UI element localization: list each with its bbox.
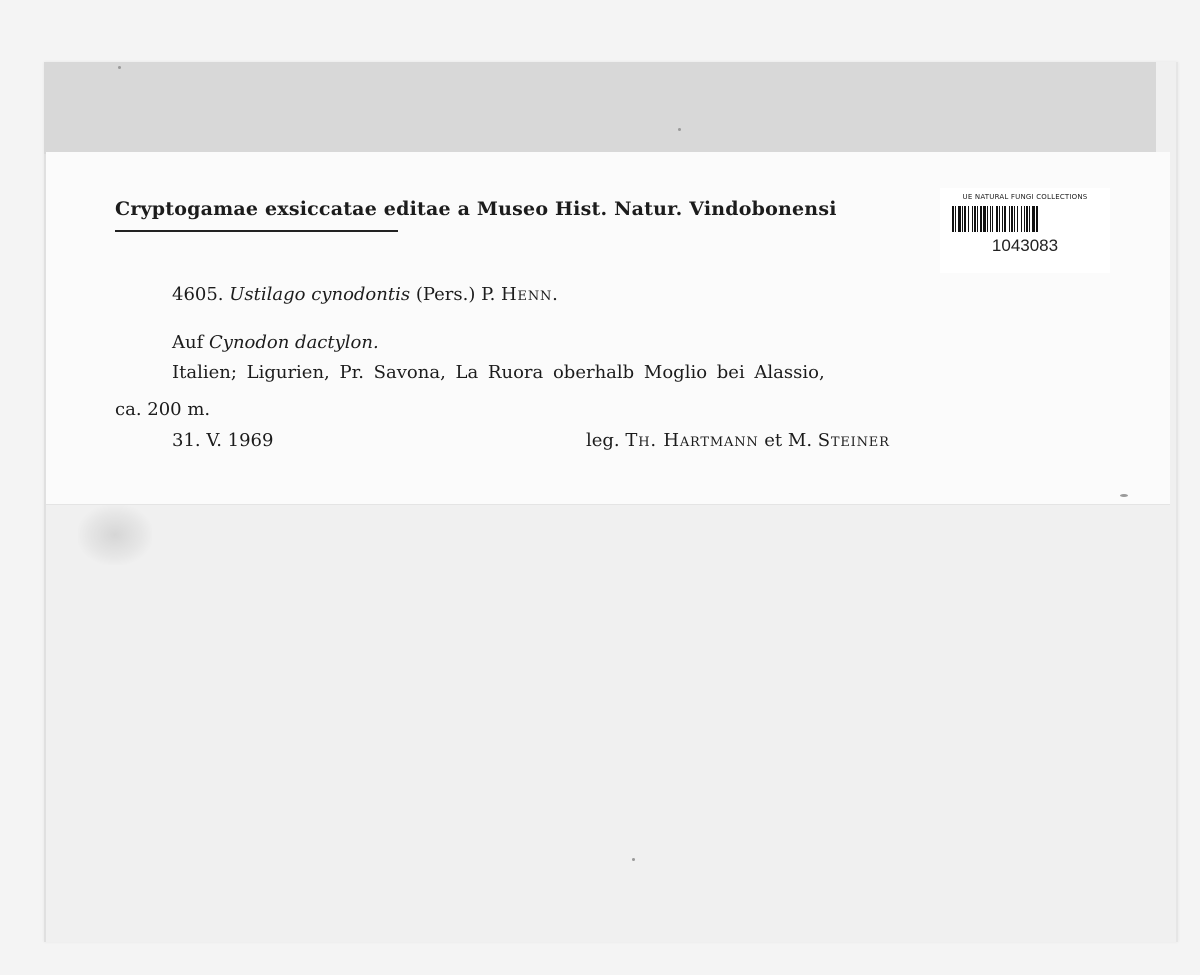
host-name: Cynodon dactylon. [209, 332, 379, 353]
locality-line-2: ca. 200 m. [115, 399, 211, 420]
host-prefix: Auf [172, 332, 204, 353]
barcode-number: 1043083 [991, 236, 1059, 255]
header-underline [115, 230, 398, 232]
collector-name-2: Steiner [817, 430, 890, 451]
specimen-number: 4605. [172, 284, 224, 305]
barcode-sticker [940, 188, 1110, 273]
authority-name: Henn. [501, 284, 559, 305]
host-line [172, 332, 379, 353]
locality-line-1: Italien; Ligurien, Pr. Savona, La Ruora oberhalb Moglio bei Alassio, [172, 362, 825, 383]
paper-speck [632, 858, 635, 861]
authority-prefix: (Pers.) P. [415, 284, 496, 305]
collector-prefix: leg. [586, 430, 620, 451]
paper-speck [1120, 494, 1128, 497]
paper-speck [118, 66, 121, 69]
collector-name-1: Th. Hartmann [625, 430, 759, 451]
paper-speck [678, 128, 681, 131]
taxon-name: Ustilago cynodontis [229, 284, 411, 305]
sheet-top-strip [44, 62, 1156, 154]
collection-date: 31. V. 1969 [172, 430, 274, 451]
specimen-line [172, 284, 559, 305]
label-header: Cryptogamae exsiccatae editae a Museo Hist. Natur. Vindobonensi [115, 198, 837, 220]
barcode-icon [952, 206, 1098, 232]
collector-line [586, 430, 890, 451]
stain-mark [78, 505, 152, 565]
collector-connector: et M. [764, 430, 813, 451]
barcode-caption: UE NATURAL FUNGI COLLECTIONS [962, 193, 1088, 201]
